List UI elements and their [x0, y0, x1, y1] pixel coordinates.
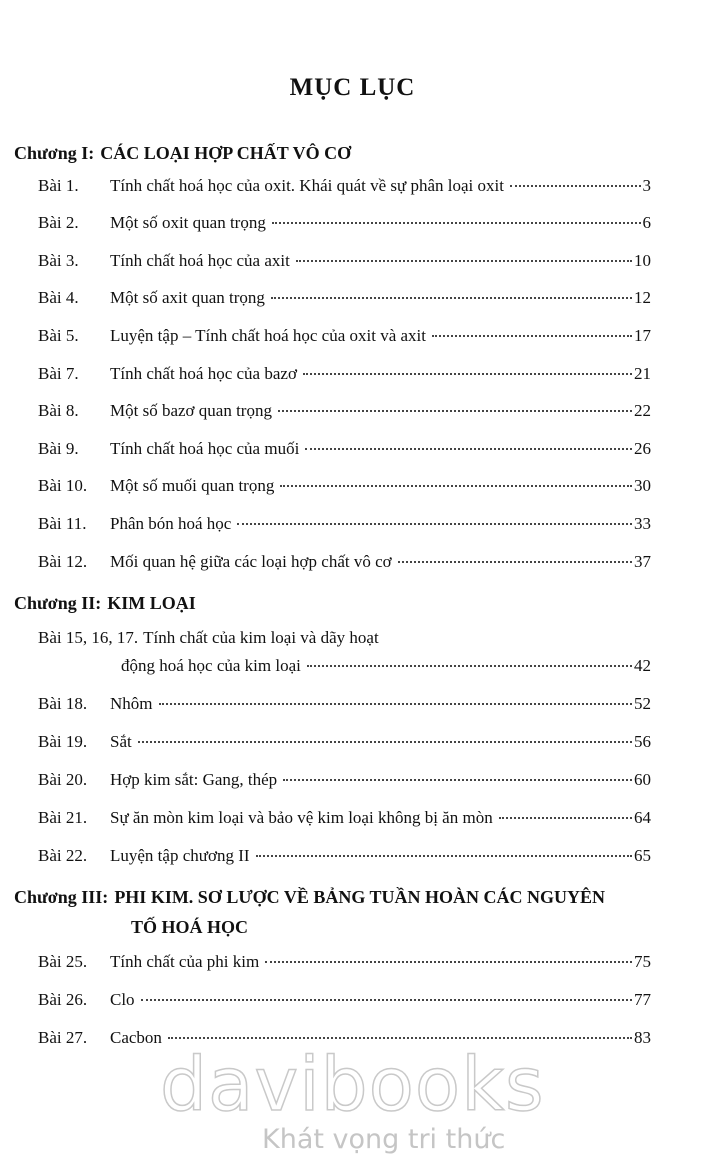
page-number: 6	[642, 213, 651, 232]
lesson-number: Bài 3.	[38, 251, 79, 270]
leader-dots	[138, 741, 632, 743]
chapter-heading	[14, 882, 675, 942]
toc-entry[interactable]	[38, 213, 651, 239]
leader-dots	[265, 961, 632, 963]
lesson-title: Tính chất hoá học của bazơ	[110, 364, 297, 383]
lesson-number: Bài 9.	[38, 439, 79, 458]
leader-dots	[307, 665, 632, 667]
lesson-number: Bài 12.	[38, 552, 88, 571]
toc-entry[interactable]	[38, 439, 651, 465]
lesson-title: Clo	[110, 990, 135, 1009]
toc-entry[interactable]	[38, 288, 651, 314]
toc-entry[interactable]	[38, 476, 651, 502]
leader-dots	[499, 817, 632, 819]
toc-entry[interactable]	[38, 364, 651, 390]
toc-entry[interactable]	[38, 770, 651, 796]
leader-dots	[278, 410, 632, 412]
page-number: 26	[634, 439, 651, 458]
chapter-tag: Chương II:	[14, 593, 102, 613]
lesson-title: Hợp kim sắt: Gang, thép	[110, 770, 278, 789]
lesson-title: Tính chất hoá học của muối	[110, 439, 300, 458]
toc-entry-first-line[interactable]	[38, 628, 651, 654]
toc-entry[interactable]	[38, 514, 651, 540]
leader-dots	[168, 1037, 632, 1039]
lesson-number: Bài 22.	[38, 846, 88, 865]
lesson-title: Sắt	[110, 732, 132, 751]
lesson-title: Tính chất hoá học của axit	[110, 251, 290, 270]
lesson-number: Bài 7.	[38, 364, 79, 383]
watermark-slogan: Khát vọng tri thức	[262, 1124, 506, 1155]
chapter-heading	[14, 588, 675, 618]
toc-entry[interactable]	[38, 176, 651, 202]
leader-dots	[283, 779, 632, 781]
page-number: 42	[634, 656, 651, 675]
page-number: 17	[634, 326, 651, 345]
leader-dots	[280, 485, 632, 487]
lesson-title: Tính chất hoá học của oxit. Khái quát về sự phân loại oxit	[110, 176, 504, 195]
page-number: 10	[634, 251, 651, 270]
page-number: 3	[642, 176, 651, 195]
lesson-title: Một số oxit quan trọng	[110, 213, 266, 232]
toc-entry[interactable]	[38, 808, 651, 834]
lesson-title: Mối quan hệ giữa các loại hợp chất vô cơ	[110, 552, 392, 571]
lesson-number: Bài 10.	[38, 476, 88, 495]
watermark-logo: davibooks	[160, 1042, 545, 1128]
leader-dots	[305, 448, 632, 450]
leader-dots	[237, 523, 632, 525]
chapter-heading	[14, 138, 675, 168]
toc-entry[interactable]	[38, 552, 651, 578]
toc-entry[interactable]	[38, 694, 651, 720]
lesson-number: Bài 20.	[38, 770, 88, 789]
page-number: 22	[634, 401, 651, 420]
toc-entry[interactable]	[38, 326, 651, 352]
lesson-title: Một số axit quan trọng	[110, 288, 265, 307]
lesson-number: Bài 15, 16, 17.	[38, 628, 139, 647]
page-number: 64	[634, 808, 651, 827]
page-number: 12	[634, 288, 651, 307]
lesson-title: Sự ăn mòn kim loại và bảo vệ kim loại không bị ăn mòn	[110, 808, 493, 827]
leader-dots	[303, 373, 632, 375]
lesson-number: Bài 27.	[38, 1028, 88, 1047]
page-number: 75	[634, 952, 651, 971]
lesson-title: Một số muối quan trọng	[110, 476, 275, 495]
toc-entry[interactable]	[38, 251, 651, 277]
page-number: 30	[634, 476, 651, 495]
leader-dots	[272, 222, 641, 224]
page-number: 21	[634, 364, 651, 383]
chapter-title: KIM LOẠI	[107, 593, 196, 613]
leader-dots	[141, 999, 632, 1001]
toc-entry[interactable]	[38, 952, 651, 978]
leader-dots	[398, 561, 632, 563]
page-number: 65	[634, 846, 651, 865]
lesson-title: Cacbon	[110, 1028, 162, 1047]
leader-dots	[256, 855, 632, 857]
leader-dots	[510, 185, 641, 187]
toc-entry[interactable]	[38, 732, 651, 758]
lesson-number: Bài 21.	[38, 808, 88, 827]
toc-entry[interactable]	[38, 846, 651, 872]
lesson-number: Bài 4.	[38, 288, 79, 307]
lesson-title: Tính chất của phi kim	[110, 952, 260, 971]
toc-entry-continuation[interactable]	[121, 656, 651, 682]
toc-entry[interactable]	[38, 401, 651, 427]
leader-dots	[432, 335, 632, 337]
leader-dots	[159, 703, 633, 705]
chapter-tag: Chương I:	[14, 143, 95, 163]
lesson-number: Bài 1.	[38, 176, 79, 195]
chapter-tag: Chương III:	[14, 887, 109, 907]
lesson-title: Phân bón hoá học	[110, 514, 232, 533]
page-number: 52	[634, 694, 651, 713]
toc-entry[interactable]	[38, 990, 651, 1016]
lesson-number: Bài 25.	[38, 952, 88, 971]
page-number: 56	[634, 732, 651, 751]
lesson-title: Luyện tập chương II	[110, 846, 250, 865]
lesson-title: Luyện tập – Tính chất hoá học của oxit và axit	[110, 326, 426, 345]
chapter-title: PHI KIM. SƠ LƯỢC VỀ BẢNG TUẦN HOÀN CÁC NGUYÊN	[114, 887, 606, 907]
leader-dots	[271, 297, 632, 299]
lesson-number: Bài 2.	[38, 213, 79, 232]
page-title: MỤC LỤC	[289, 74, 416, 101]
chapter-title-continued: TỐ HOÁ HỌC	[131, 917, 249, 937]
page-number: 37	[634, 552, 651, 571]
lesson-number: Bài 11.	[38, 514, 87, 533]
lesson-title: Nhôm	[110, 694, 153, 713]
lesson-title-continued: động hoá học của kim loại	[121, 656, 301, 675]
lesson-number: Bài 8.	[38, 401, 79, 420]
page-number: 33	[634, 514, 651, 533]
lesson-number: Bài 18.	[38, 694, 88, 713]
lesson-title: Một số bazơ quan trọng	[110, 401, 272, 420]
lesson-number: Bài 19.	[38, 732, 88, 751]
lesson-number: Bài 5.	[38, 326, 79, 345]
lesson-title: Tính chất của kim loại và dãy hoạt	[143, 628, 379, 647]
leader-dots	[296, 260, 632, 262]
page-number: 60	[634, 770, 651, 789]
lesson-number: Bài 26.	[38, 990, 88, 1009]
chapter-title: CÁC LOẠI HỢP CHẤT VÔ CƠ	[100, 143, 352, 163]
page-number: 83	[634, 1028, 651, 1047]
page-number: 77	[634, 990, 651, 1009]
